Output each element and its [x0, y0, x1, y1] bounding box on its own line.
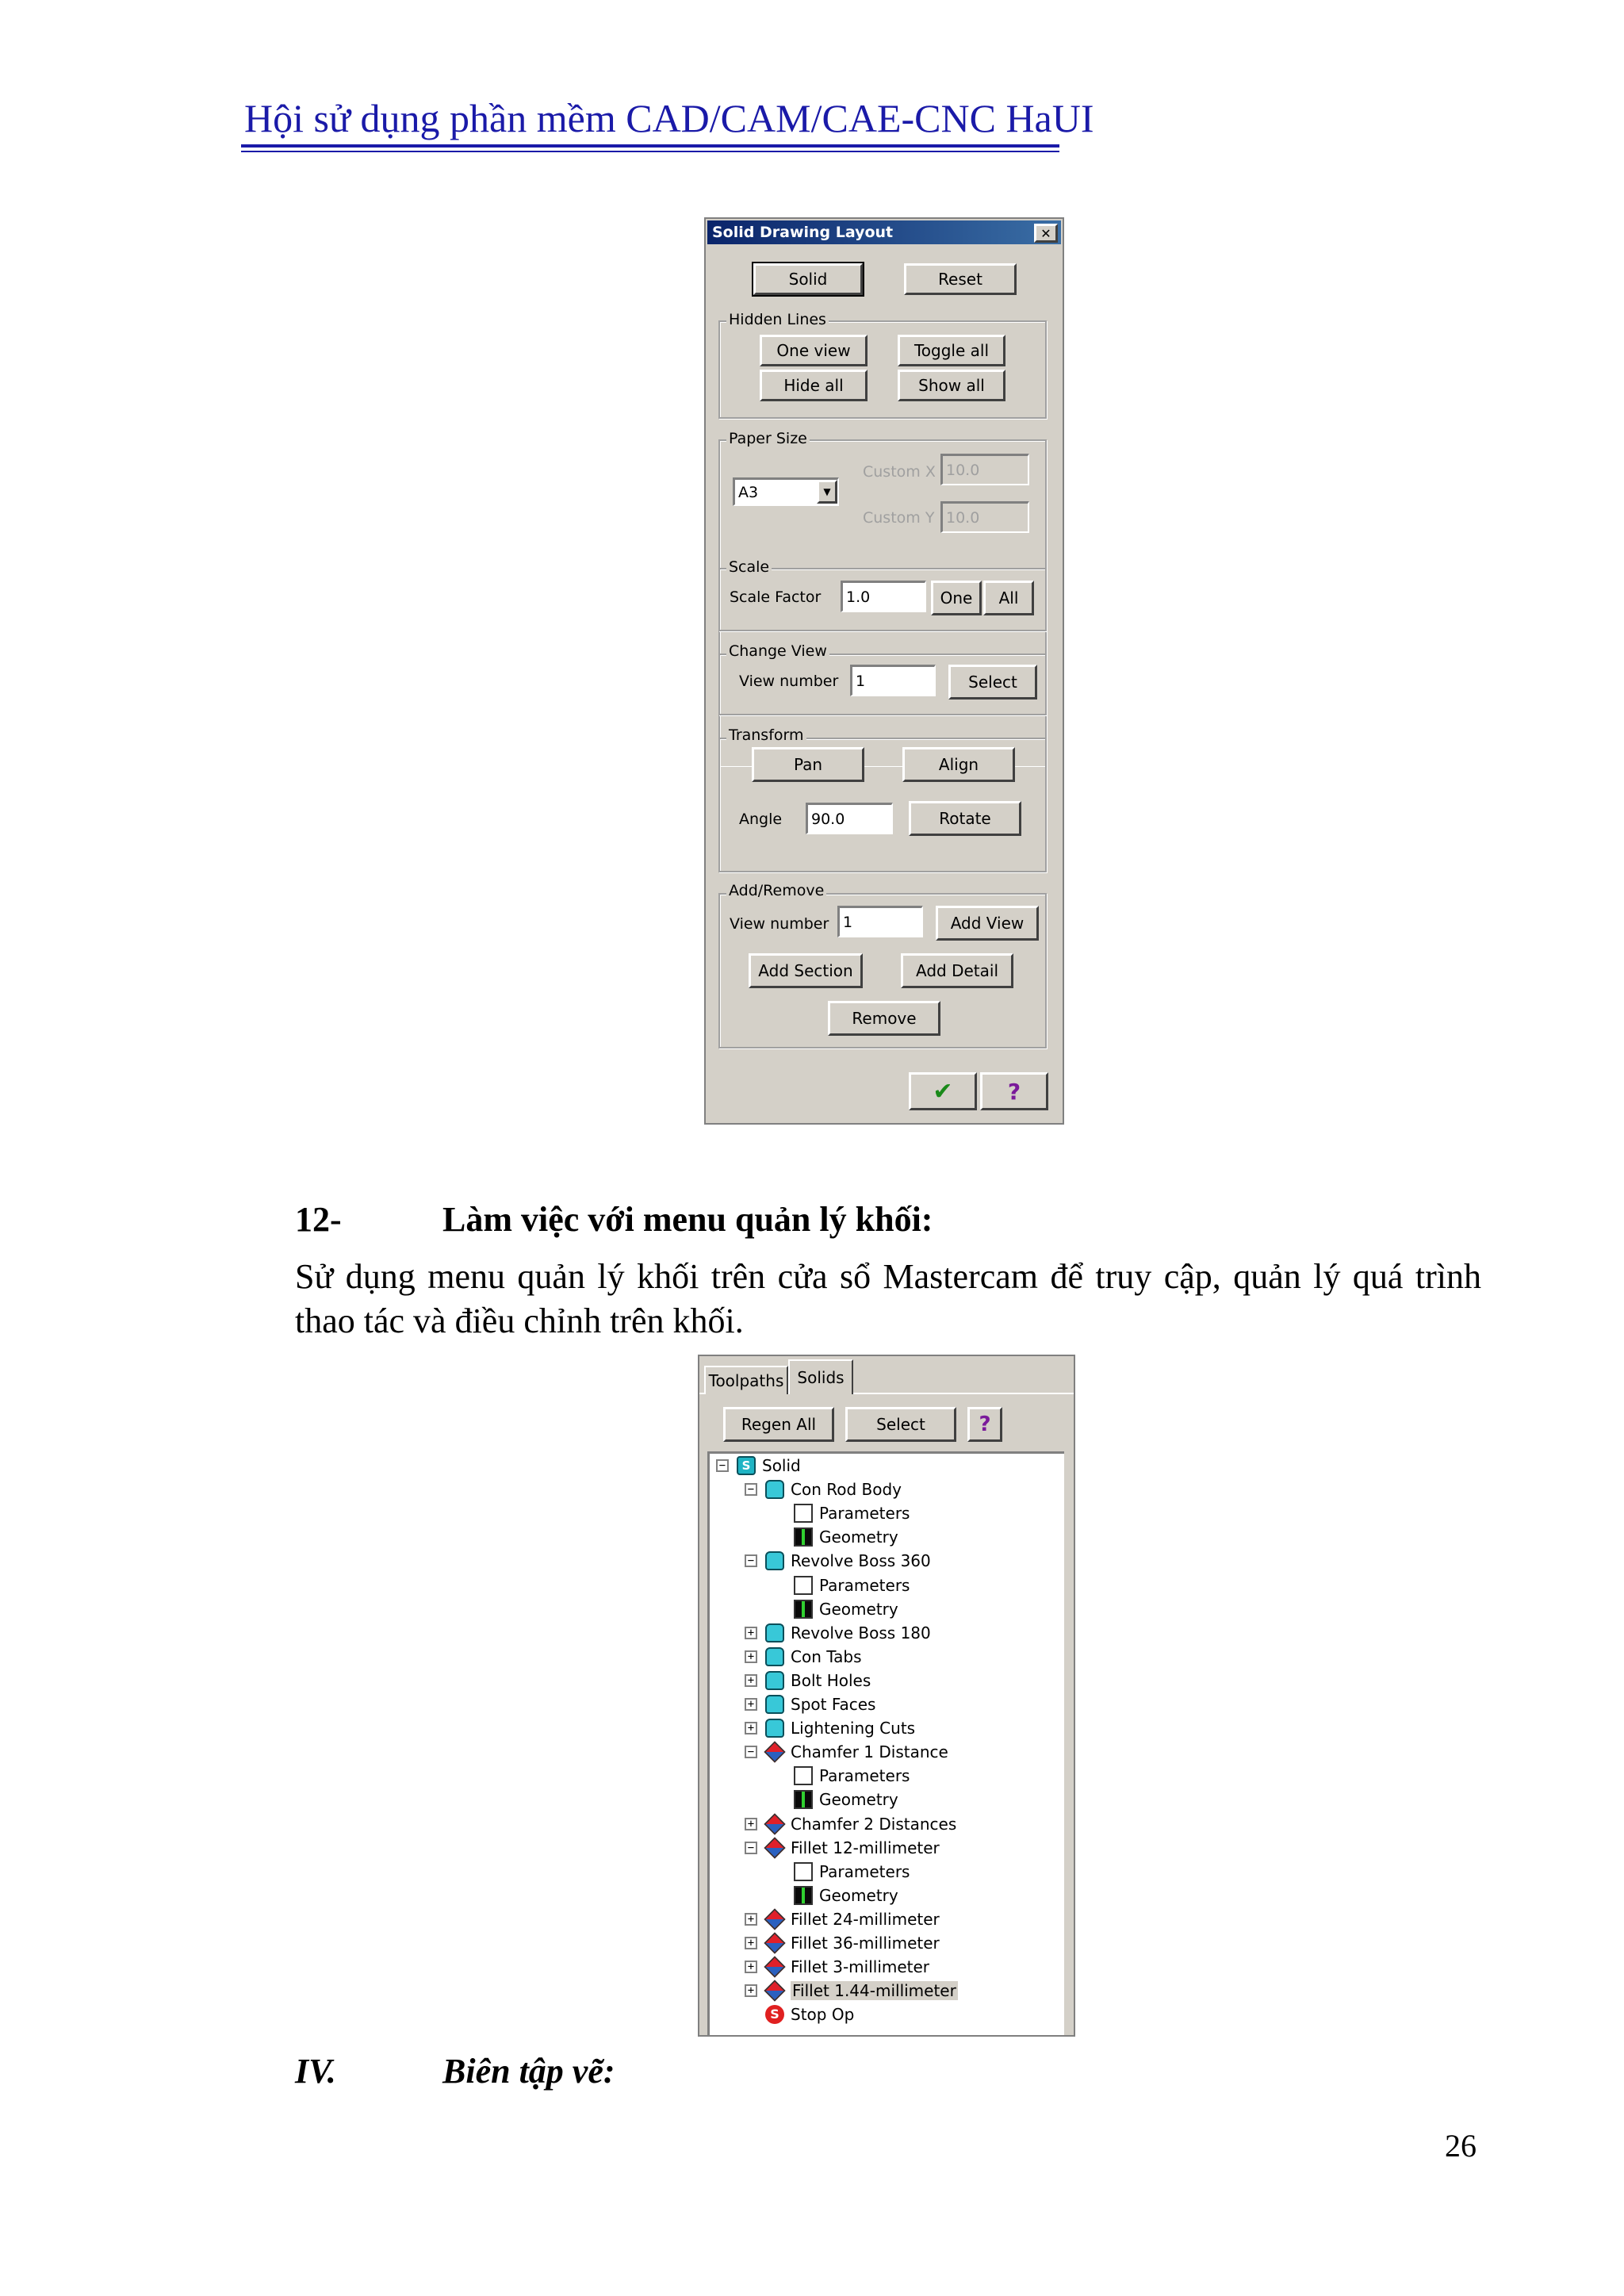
tree-item-label: Chamfer 2 Distances	[791, 1814, 957, 1834]
tree-item[interactable]	[765, 1931, 940, 1955]
add-view-button[interactable]: Add View	[936, 906, 1039, 941]
solids-manager-panel	[698, 1355, 1075, 2037]
tree-item[interactable]	[765, 2003, 854, 2026]
tree-item-label: Lightening Cuts	[791, 1719, 916, 1738]
align-button[interactable]: Align	[902, 747, 1015, 782]
tree-item-label: Geometry	[819, 1885, 898, 1905]
parameters-icon	[794, 1766, 813, 1785]
custom-x-field: 10.0	[940, 454, 1029, 485]
scale-one-button[interactable]: One	[931, 581, 982, 615]
chevron-down-icon[interactable]: ▼	[817, 480, 837, 504]
parameters-icon	[794, 1504, 813, 1523]
add-detail-button[interactable]: Add Detail	[901, 953, 1013, 988]
tree-item-label: Fillet 12-millimeter	[791, 1838, 940, 1857]
tree-item-label: Con Tabs	[791, 1646, 862, 1666]
tree-item[interactable]	[765, 1716, 915, 1740]
tab-rule-left	[699, 1393, 704, 1394]
regen-all-button[interactable]: Regen All	[723, 1407, 834, 1442]
tree-item[interactable]	[765, 1645, 862, 1669]
tree-item-label: Con Rod Body	[791, 1480, 902, 1500]
tree-item-label: Parameters	[819, 1504, 910, 1524]
transform-label: Transform	[726, 726, 806, 744]
tree-item[interactable]	[765, 1955, 929, 1979]
tree-item[interactable]	[765, 1692, 875, 1716]
chamfer-icon	[764, 1908, 785, 1930]
tree-expander[interactable]: +	[745, 1674, 757, 1687]
chamfer-icon	[764, 1837, 785, 1858]
paper-size-select[interactable]	[733, 477, 839, 506]
section-heading: Làm việc với menu quản lý khối:	[442, 1200, 933, 1239]
tree-expander[interactable]: +	[745, 1913, 757, 1926]
scale-factor-label: Scale Factor	[730, 588, 822, 606]
solids-tree[interactable]	[707, 1451, 1064, 2035]
solid-drawing-layout-dialog	[704, 217, 1064, 1125]
checkmark-icon: ✔	[933, 1077, 953, 1106]
custom-y-field: 10.0	[940, 501, 1029, 533]
header-rule	[241, 144, 1059, 148]
tree-item-label: Parameters	[819, 1766, 910, 1786]
change-view-select-button[interactable]: Select	[948, 665, 1037, 700]
tree-item-label: Fillet 36-millimeter	[791, 1934, 940, 1953]
tree-item[interactable]	[794, 1788, 898, 1811]
scale-label: Scale	[726, 558, 772, 576]
chamfer-icon	[764, 1957, 785, 1978]
geometry-icon	[794, 1790, 813, 1809]
parameters-icon	[794, 1862, 813, 1881]
tree-item[interactable]	[794, 1597, 898, 1621]
angle-input[interactable]: 90.0	[806, 803, 893, 834]
tree-expander[interactable]: −	[745, 1746, 757, 1758]
toggle-all-button[interactable]: Toggle all	[898, 335, 1005, 366]
question-icon: ?	[1007, 1078, 1021, 1105]
geometry-icon	[794, 1886, 813, 1905]
chamfer-icon	[764, 1932, 785, 1953]
paper-size-label: Paper Size	[726, 430, 810, 447]
tree-item-label: Revolve Boss 360	[791, 1551, 931, 1571]
tree-expander[interactable]: +	[745, 1818, 757, 1830]
tree-expander[interactable]: −	[745, 1842, 757, 1854]
cylinder-icon	[765, 1480, 784, 1499]
tab-toolpaths-label: Toolpaths	[708, 1371, 784, 1390]
add-section-button[interactable]: Add Section	[749, 953, 863, 988]
select-button[interactable]: Select	[845, 1407, 956, 1442]
tree-item[interactable]	[794, 1525, 898, 1549]
cylinder-icon	[765, 1623, 784, 1642]
tree-item[interactable]	[765, 1740, 948, 1764]
section-paragraph: Sử dụng menu quản lý khối trên cửa sổ Mastercam để truy cập, quản lý quá trình thao tác và điều chỉnh trên khối.	[295, 1257, 1481, 1340]
tree-item[interactable]	[794, 1501, 910, 1525]
rotate-button[interactable]: Rotate	[909, 801, 1021, 836]
cylinder-icon	[765, 1695, 784, 1714]
dialog-title: Solid Drawing Layout	[712, 224, 894, 241]
header-rule-thin	[241, 151, 1059, 152]
close-icon: ✕	[1040, 225, 1051, 241]
show-all-button[interactable]: Show all	[898, 370, 1005, 401]
tree-item[interactable]	[765, 1979, 958, 2003]
tree-item-label: Geometry	[819, 1790, 898, 1810]
add-remove-view-number-label: View number	[730, 915, 829, 933]
chamfer-icon	[764, 1813, 785, 1834]
geometry-icon	[794, 1600, 813, 1619]
cylinder-icon	[765, 1647, 784, 1666]
tab-toolpaths[interactable]	[704, 1366, 788, 1394]
tree-item-label: Solid	[762, 1456, 801, 1475]
reset-button[interactable]: Reset	[904, 263, 1017, 295]
help-button[interactable]	[980, 1072, 1048, 1110]
tree-item[interactable]	[794, 1860, 910, 1884]
tree-expander[interactable]: −	[745, 1554, 757, 1567]
close-button[interactable]	[1034, 224, 1058, 243]
stop-icon: S	[765, 2005, 784, 2024]
tree-item[interactable]	[794, 1573, 910, 1597]
tree-item-label: Revolve Boss 180	[791, 1623, 931, 1642]
tree-item[interactable]	[765, 1812, 956, 1836]
tab-solids-label: Solids	[797, 1368, 845, 1387]
tree-item[interactable]	[765, 1478, 902, 1501]
add-remove-view-number-input[interactable]: 1	[837, 906, 923, 937]
scale-factor-input[interactable]: 1.0	[841, 581, 926, 612]
solid-icon: S	[737, 1456, 756, 1475]
solids-help-button[interactable]	[967, 1407, 1002, 1442]
one-view-button[interactable]: One view	[760, 335, 868, 366]
tree-item[interactable]	[765, 1907, 940, 1931]
tree-item[interactable]	[765, 1621, 931, 1645]
page-number: 26	[1445, 2128, 1477, 2164]
tree-item[interactable]	[765, 1836, 940, 1860]
change-view-label: Change View	[726, 642, 829, 660]
tree-item-label: Parameters	[819, 1575, 910, 1595]
hidden-lines-label: Hidden Lines	[726, 311, 829, 328]
tree-item-label: Spot Faces	[791, 1695, 876, 1714]
tab-rule	[853, 1393, 1074, 1394]
tree-expander[interactable]: +	[745, 1627, 757, 1639]
custom-y-label: Custom Y	[863, 509, 935, 527]
dialog-titlebar	[707, 220, 1061, 244]
cylinder-icon	[765, 1551, 784, 1570]
tree-expander[interactable]: +	[745, 1937, 757, 1949]
angle-label: Angle	[739, 811, 783, 828]
tree-expander[interactable]: +	[745, 1984, 757, 1997]
tree-expander[interactable]: +	[745, 1650, 757, 1663]
section-number: 12-	[295, 1200, 342, 1239]
question-icon: ?	[979, 1412, 991, 1436]
solid-button[interactable]: Solid	[753, 263, 863, 295]
ok-button[interactable]	[909, 1072, 977, 1110]
tree-rows	[710, 1454, 1064, 2035]
geometry-icon	[794, 1527, 813, 1547]
tree-item-label: Geometry	[819, 1599, 898, 1619]
tree-expander[interactable]: −	[716, 1459, 729, 1472]
tree-item-label: Fillet 3-millimeter	[791, 1957, 930, 1977]
tree-item-label: Geometry	[819, 1527, 898, 1547]
remove-button[interactable]: Remove	[828, 1001, 940, 1036]
tree-item-label: Parameters	[819, 1861, 910, 1881]
section-iv-number: IV.	[295, 2052, 336, 2091]
tree-expander[interactable]: +	[745, 1961, 757, 1973]
pan-button[interactable]: Pan	[752, 747, 864, 782]
parameters-icon	[794, 1576, 813, 1595]
tree-item-label: Fillet 24-millimeter	[791, 1909, 940, 1929]
paper-size-value: A3	[738, 483, 759, 501]
tab-solids[interactable]	[788, 1359, 853, 1394]
cylinder-icon	[765, 1719, 784, 1738]
section-iv-heading: Biên tập vẽ:	[442, 2052, 615, 2091]
tree-expander[interactable]: +	[745, 1722, 757, 1734]
cylinder-icon	[765, 1671, 784, 1690]
tree-expander[interactable]: +	[745, 1698, 757, 1711]
tree-item[interactable]	[765, 1549, 931, 1573]
scale-all-button[interactable]: All	[983, 581, 1034, 615]
tree-item-label: Chamfer 1 Distance	[791, 1742, 948, 1762]
add-remove-label: Add/Remove	[726, 882, 826, 899]
tree-item[interactable]	[794, 1884, 898, 1907]
tree-item-label: Bolt Holes	[791, 1670, 871, 1690]
chamfer-icon	[764, 1742, 785, 1763]
tree-item[interactable]	[765, 1669, 871, 1692]
tree-item-label: Stop Op	[791, 2005, 855, 2025]
custom-x-label: Custom X	[863, 463, 936, 481]
tree-expander[interactable]: −	[745, 1483, 757, 1496]
tree-item[interactable]	[794, 1764, 910, 1788]
chamfer-icon	[764, 1980, 785, 2002]
tree-item-label: Fillet 1.44-millimeter	[792, 1981, 956, 2001]
page-header: Hội sử dụng phần mềm CAD/CAM/CAE-CNC HaUI	[244, 96, 1094, 140]
change-view-number-label: View number	[739, 673, 839, 690]
hide-all-button[interactable]: Hide all	[760, 370, 868, 401]
tree-item[interactable]	[737, 1454, 801, 1478]
change-view-number-input[interactable]: 1	[850, 665, 936, 696]
